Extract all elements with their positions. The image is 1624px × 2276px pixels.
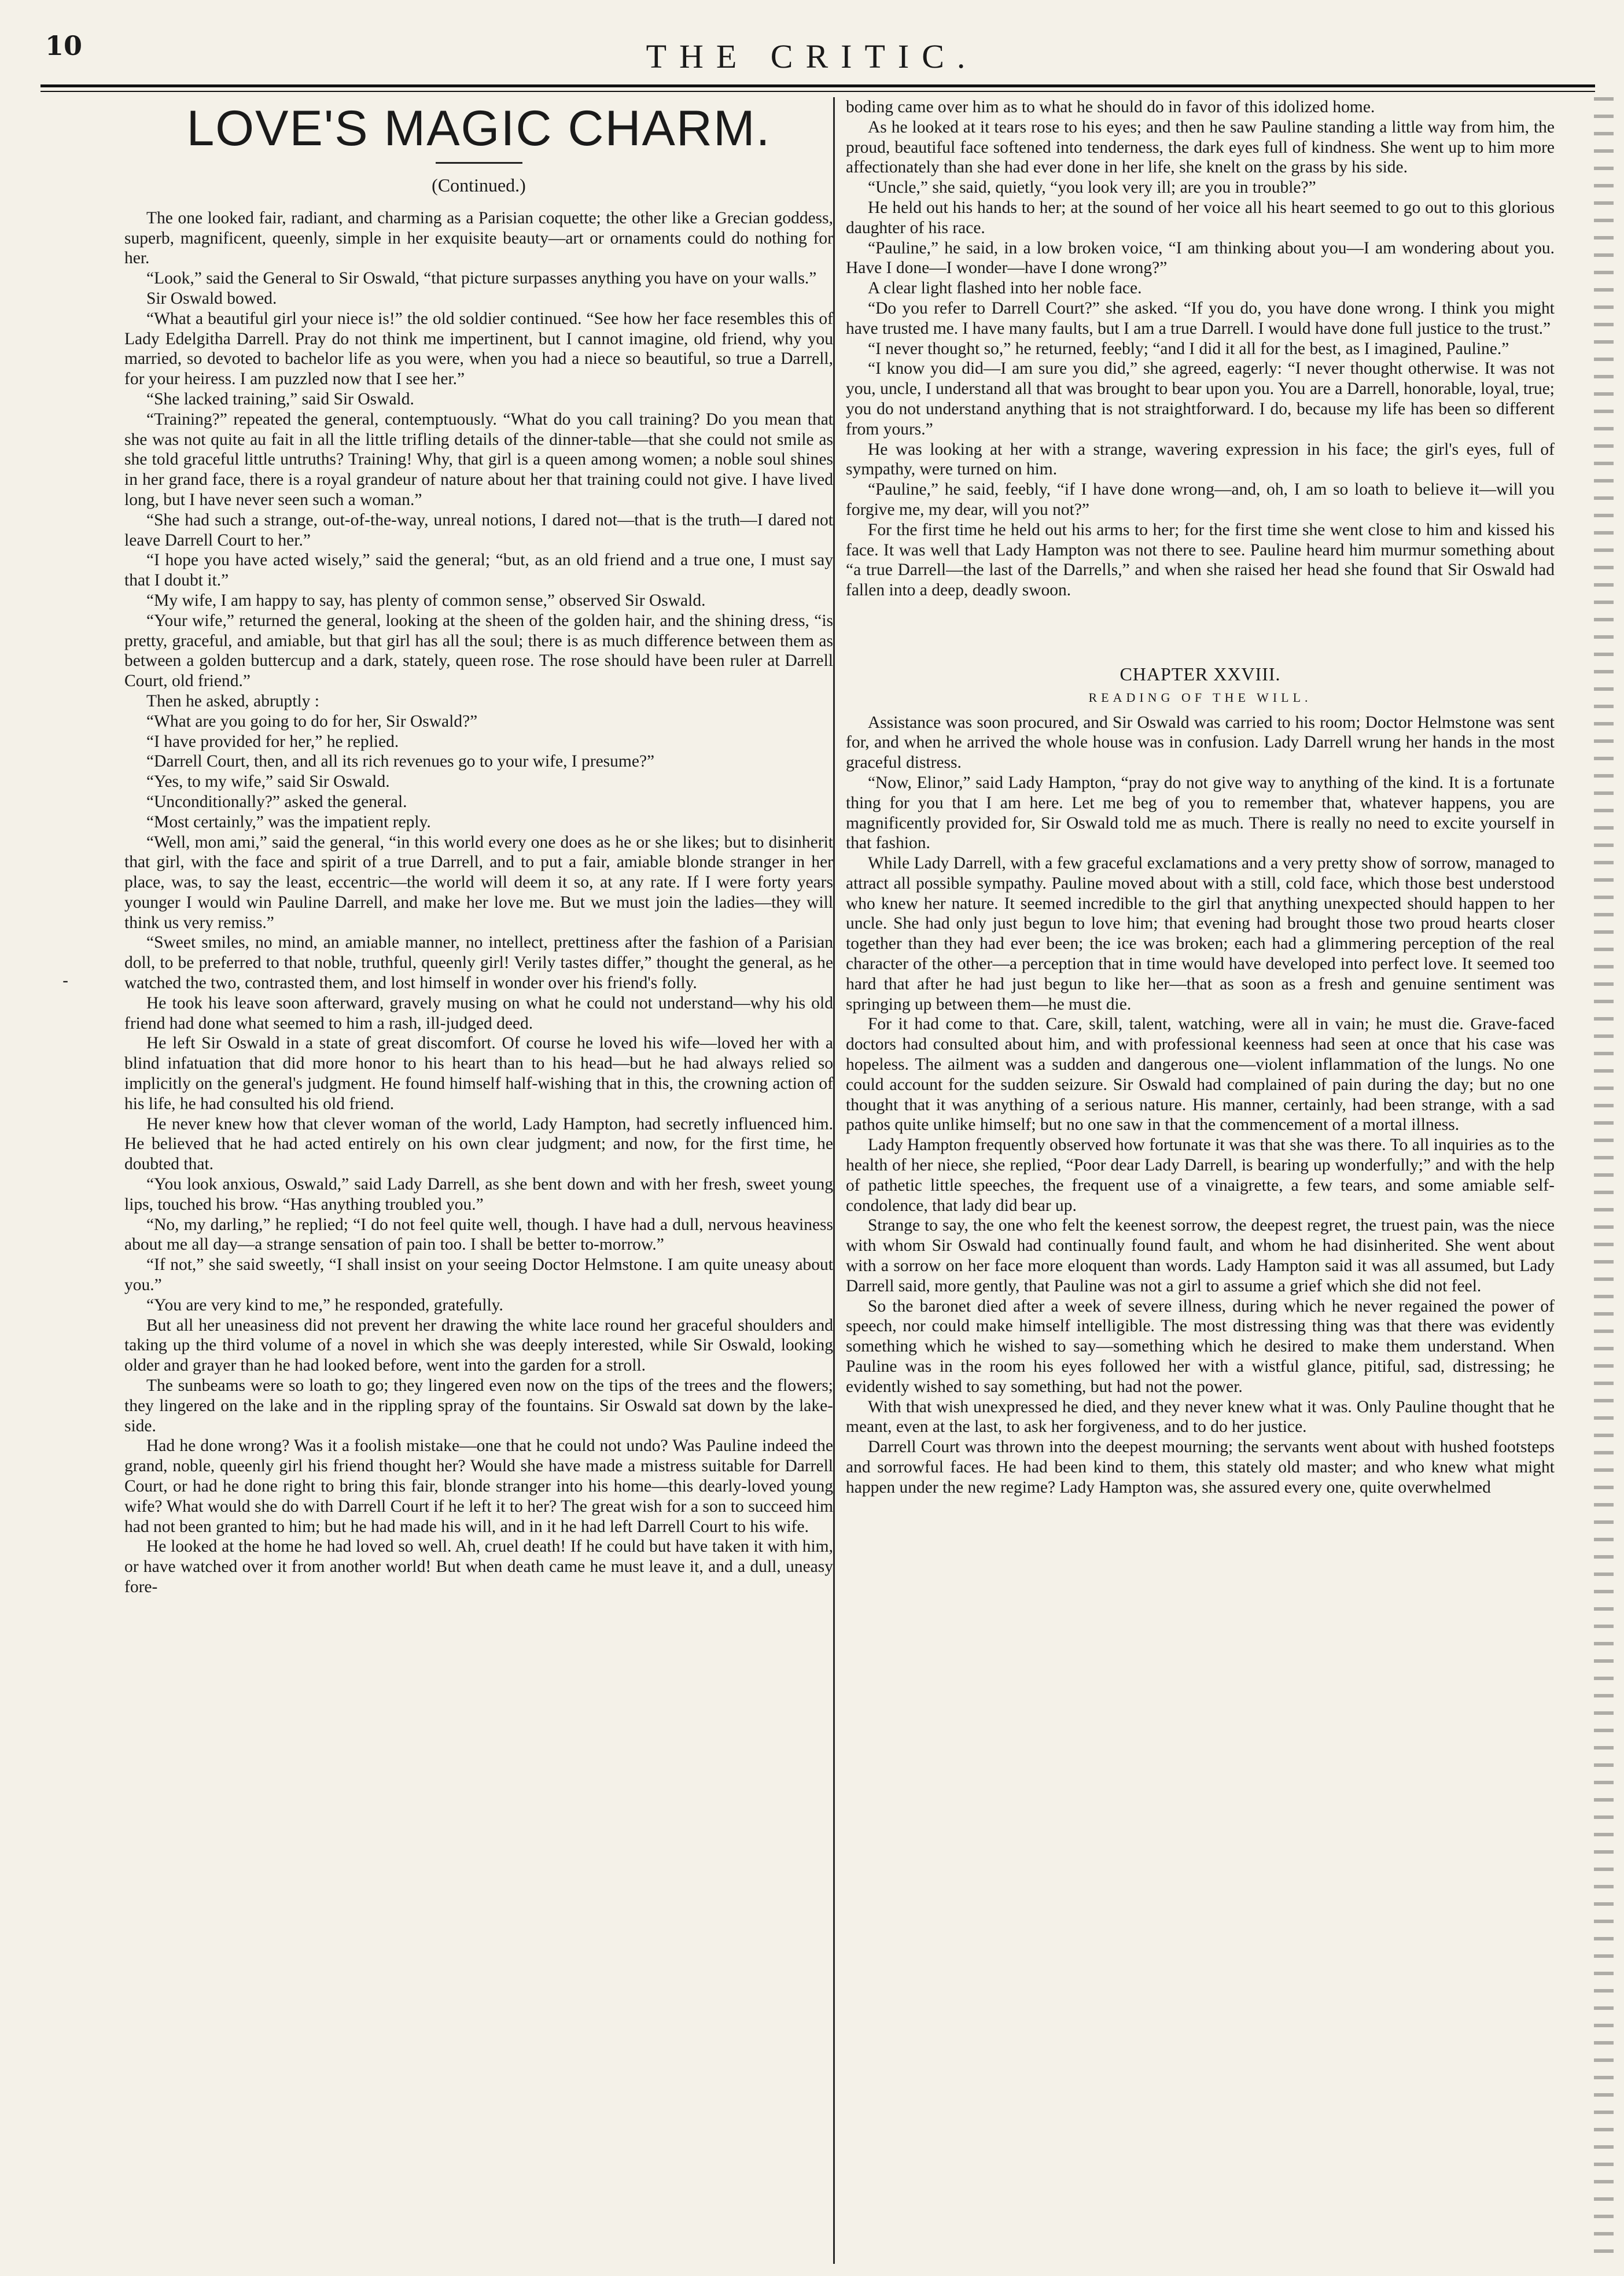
paragraph: He never knew how that clever woman of the world, Lady Hampton, had secretly influenced him. He believed that he had acted entirely on his own clear judgment; and now, for the first time, he doubted that. — [124, 1114, 833, 1174]
paragraph: Assistance was soon procured, and Sir Oswald was carried to his room; Doctor Helmstone was sent for, and when he arrived the whole house was in confusion. Lady Darrell wrung her hands in the most graceful distress. — [846, 713, 1555, 772]
paragraph: He left Sir Oswald in a state of great discomfort. Of course he loved his wife—loved her with a blind infatuation that did more honor to his heart than to his head—but he had always relied so implicitly on the general's judgment. He found himself half-wishing that in this, the crowning action of his life, he had consulted his old friend. — [124, 1034, 833, 1113]
paragraph: “No, my darling,” he replied; “I do not feel quite well, though. I have had a dull, nervous heaviness about me all day—a strange sensation of pain too. I shall be better to-morrow.” — [124, 1215, 833, 1254]
paragraph: Had he done wrong? Was it a foolish mistake—one that he could not undo? Was Pauline indeed the grand, noble, queenly girl his friend thought her? Would she have made a mistress suitable for Darrell Court, or had he done right to bring this fair, blonde stranger into his home—this dearly-loved young wife? What would she do with Darrell Court if he left it to her? The great wish for a son to succeed him had not been granted to him; but he had made his will, and in it he had left Darrell Court to his wife. — [124, 1437, 833, 1536]
paragraph: With that wish unexpressed he died, and they never knew what it was. Only Pauline thought that he meant, even at the last, to ask her forgiveness, and to do her justice. — [846, 1397, 1555, 1437]
paragraph: He held out his hands to her; at the sound of her voice all his heart seemed to go out to this glorious daughter of his race. — [846, 198, 1555, 237]
paragraph: “What are you going to do for her, Sir Oswald?” — [146, 712, 478, 731]
paragraph: “You are very kind to me,” he responded, gratefully. — [146, 1295, 503, 1314]
paragraph: But all her uneasiness did not prevent her drawing the white lace round her graceful shoulders and taking up the third volume of a novel in which she was deeply interested, while Sir Oswald, looking older and grayer than he had looked before, went into the garden for a stroll. — [124, 1316, 833, 1375]
paragraph: “Do you refer to Darrell Court?” she asked. “If you do, you have done wrong. I think you might have trusted me. I have many faults, but I am a true Darrell. I would have done full justice to the trust.” — [846, 299, 1555, 338]
paragraph: A clear light flashed into her noble face. — [868, 279, 1142, 298]
continued-label: (Continued.) — [432, 175, 526, 196]
paragraph: So the baronet died after a week of severe illness, during which he never regained the power of speech, nor could make himself intelligible. The most distressing thing was that there was evidently something which he wished to say—something which he desired to make them understand. When Pauline was in the room his eyes followed her with a wistful glance, pitiful, sad, distressing; he evidently wished to say something, but had not the power. — [846, 1297, 1555, 1396]
header-rule — [40, 84, 1595, 92]
paragraph: “Pauline,” he said, in a low broken voice, “I am thinking about you—I am wondering about you. Have I done—I wonder—have I done wrong?” — [846, 238, 1555, 278]
paragraph: “Now, Elinor,” said Lady Hampton, “pray do not give way to anything of the kind. It is a fortunate thing for you that I am here. Let me beg of you to remember that, whatever happens, you are magnificently provided for, Sir Oswald told me as much. There is really no need to excite yourself in that fashion. — [846, 773, 1555, 853]
right-column-body-after-chapter — [846, 713, 1555, 1498]
paragraph: Then he asked, abruptly : — [146, 691, 320, 710]
paragraph: “Darrell Court, then, and all its rich revenues go to your wife, I presume?” — [146, 752, 655, 771]
paragraph: Lady Hampton frequently observed how fortunate it was that she was there. To all inquiries as to the health of her niece, she replied, “Poor dear Lady Darrell, is bearing up wonderfully;” and with the help of pathetic little speeches, the frequent use of a vinaigrette, a few tears, and some amiable self-condolence, that lady did bear up. — [846, 1136, 1555, 1215]
paragraph: “Uncle,” she said, quietly, “you look very ill; are you in trouble?” — [868, 178, 1316, 197]
column-divider — [833, 97, 835, 2264]
paragraph: “What a beautiful girl your niece is!” the old soldier continued. “See how her face resembles this of Lady Edelgitha Darrell. Pray do not think me impertinent, but I cannot imagine, old friend, why you married, so devoted to bachelor life as you were, when you had a niece so beautiful, so true a Darrell, for your heiress. I am puzzled now that I see her.” — [124, 309, 833, 389]
publication-masthead: THE CRITIC. — [646, 38, 978, 75]
paragraph: The one looked fair, radiant, and charming as a Parisian coquette; the other like a Grecian goddess, superb, magnificent, queenly, simple in her exquisite beauty—art or ornaments could do nothing for her. — [124, 208, 833, 268]
paragraph: “If not,” she said sweetly, “I shall insist on your seeing Doctor Helmstone. I am quite uneasy about you.” — [124, 1255, 833, 1295]
paragraph: “Training?” repeated the general, contemptuously. “What do you call training? Do you mean that she was not quite au fait in all the little trifling details of the dinner-table—that she could not smile as she told graceful little untruths? Training! Why, that girl is a queen among women; a noble soul shines in her grand face, there is a royal grandeur of nature about her that training could not give. I have lived long, but I have never seen such a woman.” — [124, 410, 833, 509]
paragraph: He looked at the home he had loved so well. Ah, cruel death! If he could but have taken it with him, or have watched over it from another world! But when death came he must leave it, and a dull, uneasy fore- — [124, 1537, 833, 1596]
paragraph: Sir Oswald bowed. — [146, 289, 277, 308]
paragraph: “Most certainly,” was the impatient reply. — [146, 812, 431, 831]
page-number: 10 — [45, 30, 83, 61]
margin-mark: - — [62, 971, 69, 991]
paragraph: Strange to say, the one who felt the keenest sorrow, the deepest regret, the truest pain, was the niece with whom Sir Oswald had continually found fault, and whom he had disinherited. She went about with a sorrow on her face more eloquent than words. Lady Hampton said it was all assumed, but Lady Darrell said, more gently, that Pauline was not a girl to assume a grief which she did not feel. — [846, 1216, 1555, 1295]
paragraph: “I hope you have acted wisely,” said the general; “but, as an old friend and a true one, I must say that I doubt it.” — [124, 551, 833, 590]
paragraph: “My wife, I am happy to say, has plenty of common sense,” observed Sir Oswald. — [146, 591, 706, 610]
paragraph: “Pauline,” he said, feebly, “if I have done wrong—and, oh, I am so loath to believe it—will you forgive me, my dear, will you not?” — [846, 480, 1555, 519]
story-title: LOVE'S MAGIC CHARM. — [186, 101, 771, 156]
paragraph: “Your wife,” returned the general, looking at the sheen of the golden hair, and the shining dress, “is pretty, graceful, and amiable, but that girl has all the soul; there is as much difference between them as between a golden buttercup and a dark, stately, queen rose. The rose should have been ruler at Darrell Court, old friend.” — [124, 611, 833, 691]
paragraph: “Unconditionally?” asked the general. — [146, 792, 407, 811]
paragraph: The sunbeams were so loath to go; they lingered even now on the tips of the trees and the flowers; they lingered on the lake and in the rippling spray of the fountains. Sir Oswald sat down by the lake-side. — [124, 1376, 833, 1435]
paragraph: “You look anxious, Oswald,” said Lady Darrell, as she bent down and with her fresh, sweet young lips, touched his brow. “Has anything troubled you.” — [124, 1175, 833, 1214]
paragraph: He was looking at her with a strange, wavering expression in his face; the girl's eyes, full of sympathy, were turned on him. — [846, 440, 1555, 479]
paragraph: For it had come to that. Care, skill, talent, watching, were all in vain; he must die. Grave-faced doctors had consulted about him, and with professional keenness had seen at once that his case was hopeless. The ailment was a sudden and dangerous one—violent inflammation of the lungs. No one could account for the sudden seizure. Sir Oswald had complained of pain during the day; but no one thought that it was anything of a serious nature. His manner, certainly, had been strange, with a sad pathos quite unlike himself; but no one saw in that the commencement of a mortal illness. — [846, 1015, 1555, 1135]
right-column — [846, 97, 1555, 2261]
paragraph: “I know you did—I am sure you did,” she agreed, eagerly: “I never thought otherwise. It was not you, uncle, I understand all that was brought to bear upon you. You are a Darrell, honorable, loyal, true; you do not understand anything that is not straightforward. I do, because my life has been so different from yours.” — [846, 359, 1555, 439]
paragraph: “Well, mon ami,” said the general, “in this world every one does as he or she likes; but to disinherit that girl, with the face and spirit of a true Darrell, and to put a fair, amiable blonde stranger in her place, was, to say the least, eccentric—the world will deem it so, at any rate. If I were forty years younger I would win Pauline Darrell, and make her love me. But we must join the ladies—they will think us very remiss.” — [124, 833, 833, 932]
paragraph: “Look,” said the General to Sir Oswald, “that picture surpasses anything you have on your walls.” — [146, 269, 817, 288]
paragraph: “Sweet smiles, no mind, an amiable manner, no intellect, prettiness after the fashion of a Parisian doll, to be preferred to that noble, truthful, queenly girl! Verily tastes differ,” thought the general, as he watched the two, contrasted them, and lost himself in wonder over his friend's folly. — [124, 933, 833, 993]
paragraph: For the first time he held out his arms to her; for the first time she went close to him and kissed his face. It was well that Lady Hampton was not there to see. Pauline heard him murmur something about “a true Darrell—the last of the Darrells,” and when she raised her head she found that Sir Oswald had fallen into a deep, deadly swoon. — [846, 520, 1555, 600]
left-column — [124, 97, 833, 2261]
paragraph: “I never thought so,” he returned, feebly; “and I did it all for the best, as I imagined, Pauline.” — [868, 339, 1509, 358]
paragraph: boding came over him as to what he should do in favor of this idolized home. — [846, 98, 1375, 116]
left-column-body — [124, 208, 833, 1597]
paragraph: “Yes, to my wife,” said Sir Oswald. — [146, 772, 390, 791]
title-rule — [436, 162, 522, 164]
paragraph: “I have provided for her,” he replied. — [146, 732, 399, 751]
paragraph: He took his leave soon afterward, gravely musing on what he could not understand—why his old friend had done what seemed to him a rash, ill-judged deed. — [124, 993, 833, 1033]
paragraph: Darrell Court was thrown into the deepest mourning; the servants went about with hushed footsteps and sorrowful faces. He had been kind to them, this stately old master; and who knew what might happen under the new regime? Lady Hampton was, she assured every one, quite overwhelmed — [846, 1438, 1555, 1497]
chapter-subtitle: READING OF THE WILL. — [1088, 690, 1312, 705]
paragraph: “She lacked training,” said Sir Oswald. — [146, 389, 414, 408]
paragraph: As he looked at it tears rose to his eyes; and then he saw Pauline standing a little way from him, the proud, beautiful face softened into tenderness, the dark eyes full of kindness. She went up to him more affectionately than she had ever done in her life, she knelt on the grass by his side. — [846, 117, 1555, 177]
paragraph: While Lady Darrell, with a few graceful exclamations and a very pretty show of sorrow, managed to attract all possible sympathy. Pauline moved about with a still, cold face, which those best understood who knew her nature. It seemed incredible to the girl that anything unexpected should happen to her uncle. She had only just begun to love him; that evening had brought those two proud hearts closer together than they had ever been; the ice was broken; each had a glimmering perception of the real character of the other—a perception that in time would have developed into perfect love. It seemed too hard that after he had just begun to like her—that as soon as a fresh and genuine sentiment was springing up between them—he must die. — [846, 854, 1555, 1014]
right-column-body-before-chapter — [846, 97, 1555, 601]
paragraph: “She had such a strange, out-of-the-way, unreal notions, I dared not—that is the truth—I dared not leave Darrell Court to her.” — [124, 510, 833, 550]
page-edge-shadow — [1594, 97, 1614, 2261]
chapter-heading: CHAPTER XXVIII. — [1120, 663, 1281, 684]
